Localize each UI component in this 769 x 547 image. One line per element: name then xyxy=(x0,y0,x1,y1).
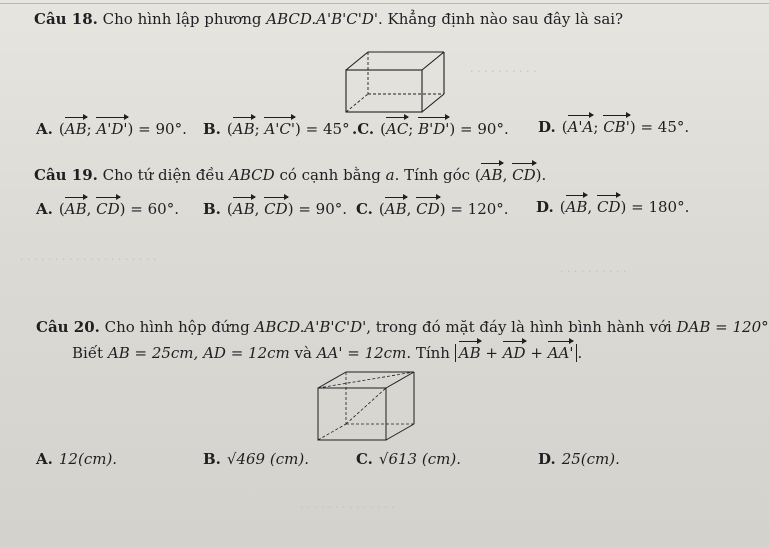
q20-option-d[interactable]: D. 25(cm). xyxy=(538,450,620,468)
q20-given: Biết AB = 25cm, AD = 12cm và AA' = 12cm. Tính AB + AD + AA' . xyxy=(72,344,583,362)
q18-cube-figure xyxy=(340,48,450,116)
q20-question: Câu 20. Cho hình hộp đứng ABCD.A'B'C'D', trong đó mặt đáy là hình bình hành với DAB = 120° xyxy=(36,318,769,336)
q19-title: Câu 19. xyxy=(34,166,98,184)
page-top-rule xyxy=(0,3,769,4)
q18-question: Câu 18. Cho hình lập phương ABCD.A'B'C'D'. Khẳng định nào sau đây là sai? xyxy=(34,10,624,28)
exam-page: . . . . . . . . . . . . . . . . . . . . . . . . . . . . . . . . . . . . . . . . . . . . . . . . . . . . . . Câu 18. Cho hình lập phương ABCD.A'B'C'D'. Khẳng định nào sau đây là sai? A. (AB; A'D') = 90°. B. (AB; A'C') = 45° .C. (AC; B'D') = 90°. D. (A'A; CB') = 45°. Câu 19. Cho tứ diện đều ABCD có cạnh bằng a. Tính góc (AB, CD). A. (AB, CD) = 60°. B. (AB, CD) = 90°. C. (AB, CD) = 120°. D. (AB, CD) = 180°. Câu 20. Cho hình hộp đứng ABCD.A'B'C'D', trong đó mặt đáy là hình bình hành với DAB = 120° Biết AB = 25cm, AD = 12cm và AA' = 12cm. Tính AB + AD + AA' . A. 12(cm). B. √469 (cm). C. √613 (cm). D. 25(cm). xyxy=(0,0,769,547)
q18-option-b[interactable]: B. (AB; A'C') = 45° xyxy=(203,120,350,138)
q20-vector-sum: AB + AD + AA' xyxy=(455,344,578,362)
q20-box-figure xyxy=(310,368,420,450)
q19-option-d[interactable]: D. (AB, CD) = 180°. xyxy=(536,198,690,216)
q18-option-d[interactable]: D. (A'A; CB') = 45°. xyxy=(538,118,690,136)
q19-option-c[interactable]: C. (AB, CD) = 120°. xyxy=(356,200,509,218)
q18-option-a[interactable]: A. (AB; A'D') = 90°. xyxy=(36,120,187,138)
q18-cube-name: ABCD.A'B'C'D' xyxy=(266,10,378,28)
q18-title: Câu 18. xyxy=(34,10,98,28)
q20-option-a[interactable]: A. 12(cm). xyxy=(36,450,118,468)
q20-option-c[interactable]: C. √613 (cm). xyxy=(356,450,461,468)
q19-option-b[interactable]: B. (AB, CD) = 90°. xyxy=(203,200,348,218)
q20-option-b[interactable]: B. √469 (cm). xyxy=(203,450,309,468)
q19-option-a[interactable]: A. (AB, CD) = 60°. xyxy=(36,200,179,218)
q20-title: Câu 20. xyxy=(36,318,100,336)
q18-option-c[interactable]: .C. (AC; B'D') = 90°. xyxy=(352,120,509,138)
q19-question: Câu 19. Cho tứ diện đều ABCD có cạnh bằng a. Tính góc (AB, CD). xyxy=(34,166,547,184)
